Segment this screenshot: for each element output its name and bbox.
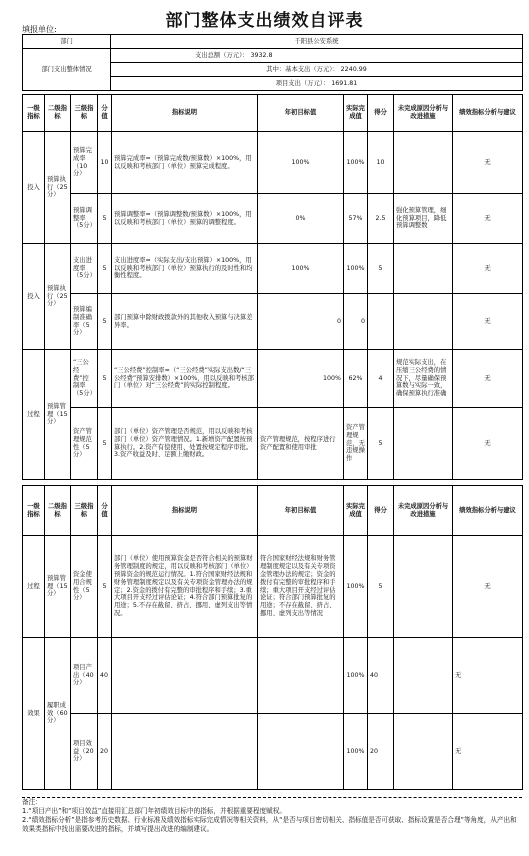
group-l1: 过程	[23, 350, 45, 480]
header-score: 分值	[98, 486, 112, 536]
header-l3: 三级指标	[71, 95, 98, 132]
table-row	[23, 408, 523, 480]
row-got: 10	[368, 132, 394, 194]
row-l3: 项目效益（20分）	[71, 714, 98, 790]
filler-label: 填报单位:	[22, 25, 57, 34]
row-l3: “三公经费”控制率（5分）	[71, 350, 98, 408]
table-row	[23, 536, 523, 638]
budget-line: 支出总额（万元）： 3932.8	[111, 49, 523, 63]
header-advice: 绩效指标分析与建议	[453, 95, 523, 132]
group-l2: 履职成效（60分）	[45, 638, 71, 790]
row-l3: 资产管理规范性（5分）	[71, 408, 98, 480]
dept-label: 部门	[23, 35, 111, 49]
row-reason: 强化预算管理，细化预算项目，降低预算调整数	[394, 194, 453, 244]
row-desc: “三公经费”控制率=（“三公经费”实际支出数/“三公经费”预算安排数）×100%，用以反映和考核部门（单位）对“三公经费”的实际控制程度。	[112, 350, 258, 408]
table-row	[23, 194, 523, 244]
row-l3: 资金使用合规性（5分）	[71, 536, 98, 638]
row-actual: 100%	[344, 132, 368, 194]
header-reason: 未完成原因分析与改进措施	[394, 486, 453, 536]
row-reason	[394, 408, 453, 480]
row-reason	[394, 132, 453, 194]
indicator-table-2	[22, 485, 523, 790]
row-got	[368, 294, 394, 350]
indicator-table-1	[22, 94, 523, 480]
row-l3: 预算编制准确率（5分）	[71, 294, 98, 350]
row-score: 5	[98, 244, 112, 294]
header-l1: 一级指标	[23, 486, 45, 536]
overview-label: 部门支出整体情况	[23, 49, 111, 91]
table-row	[23, 244, 523, 294]
row-advice: 无	[453, 714, 523, 790]
header-desc: 指标说明	[112, 486, 258, 536]
row-target	[258, 714, 344, 790]
header-desc: 指标说明	[112, 95, 258, 132]
notes	[22, 797, 522, 834]
note-1: 1.“项目产出”和“项目效益”直接用汇总部门年初绩效目标中的指标，并根据重要程度赋权。	[22, 806, 286, 815]
row-reason	[394, 714, 453, 790]
row-target: 符合国家财经法规和财务管理制度规定以及有关专项资金管理办法的规定；资金的拨付有完整的审批程序和手续；重大项目开支经过评估论证；符合部门预算批复的用途；不存在截留、挤占、挪用、虚列支出等情况	[258, 536, 344, 638]
row-advice: 无	[453, 638, 523, 714]
row-l3: 支出进度率（5分）	[71, 244, 98, 294]
row-desc: 预算调整率=（预算调整数/预算数）×100%，用以反映和考核部门（单位）预算的调整程度。	[112, 194, 258, 244]
row-got: 2.5	[368, 194, 394, 244]
header-advice: 绩效指标分析与建议	[453, 486, 523, 536]
group-l2: 预算管理（15分）	[45, 350, 71, 480]
row-reason	[394, 536, 453, 638]
row-advice: 无	[453, 244, 523, 294]
row-target: 0%	[258, 194, 344, 244]
row-advice: 无	[453, 132, 523, 194]
row-score: 5	[98, 408, 112, 480]
row-score: 5	[98, 536, 112, 638]
notes-label: 备注：	[22, 798, 42, 806]
row-advice: 无	[453, 194, 523, 244]
row-target: 0	[258, 294, 344, 350]
row-target: 100%	[258, 244, 344, 294]
row-l3: 项目产出（40分）	[71, 638, 98, 714]
header-score: 分值	[98, 95, 112, 132]
header-l2: 二级指标	[45, 486, 71, 536]
basic-line: 其中：基本支出（万元）： 2240.99	[111, 63, 523, 77]
row-score: 5	[98, 294, 112, 350]
row-reason	[394, 294, 453, 350]
row-score: 5	[98, 350, 112, 408]
header-l2: 二级指标	[45, 95, 71, 132]
row-advice: 无	[453, 350, 523, 408]
row-desc: 部门（单位）资产管理是否规范，用以反映和考核部门（单位）资产管理情况。1.新增资产配置按预算执行。2.资产有偿使用、处置按规定程序审批。3.资产收益及时、足额上缴财政。	[112, 408, 258, 480]
row-got: 5	[368, 536, 394, 638]
table-row	[23, 638, 523, 714]
group-l2: 预算执行（25分）	[45, 132, 71, 244]
header-target: 年初目标值	[258, 95, 344, 132]
header-l1: 一级指标	[23, 95, 45, 132]
row-score: 20	[98, 714, 112, 790]
row-got: 40	[368, 638, 394, 714]
row-desc: 预算完成率=（预算完成数/预算数）×100%，用以反映和考核部门（单位）预算完成程度。	[112, 132, 258, 194]
row-actual: 0	[344, 294, 368, 350]
row-score: 40	[98, 638, 112, 714]
row-actual: 100%	[344, 714, 368, 790]
row-target: 100%	[258, 350, 344, 408]
row-score: 5	[98, 194, 112, 244]
row-reason	[394, 638, 453, 714]
header-got: 得分	[368, 486, 394, 536]
header-actual: 实际完成值	[344, 95, 368, 132]
table-row	[23, 132, 523, 194]
info-table	[22, 34, 523, 91]
group-l2: 预算管理（15分）	[45, 536, 71, 638]
row-actual: 100%	[344, 638, 368, 714]
header-target: 年初目标值	[258, 486, 344, 536]
row-desc: 部门（单位）使用预算资金是否符合相关的预算财务管理制度的规定，用以反映和考核部门（单位）预算资金的规范运行情况。1.符合国家财经法规和财务管理制度规定以及有关专项资金管理办法的规定；2.资金的拨付有完整的审批程序和手续；3.重大项目开支经过评估论证；4.符合部门预算批复的用途；5.不存在截留、挤占、挪用、虚列支出等情况。	[112, 536, 258, 638]
row-got: 5	[368, 408, 394, 480]
row-target	[258, 638, 344, 714]
row-reason	[394, 244, 453, 294]
row-got: 5	[368, 244, 394, 294]
note-2: 2.“绩效指标分析”是指参考历史数据、行业标准及绩效指标实际完成情况等相关资料，从“是否与项目密切相关、指标值是否可获取、指标设置是否合理”等角度，从产出和效果类指标中找出需要改进的指标，并填写提出改进的编制建议。	[22, 815, 517, 833]
row-target: 100%	[258, 132, 344, 194]
row-actual: 100%	[344, 536, 368, 638]
table-row	[23, 350, 523, 408]
row-score: 10	[98, 132, 112, 194]
header-got: 得分	[368, 95, 394, 132]
group-l1: 效果	[23, 638, 45, 790]
row-got: 4	[368, 350, 394, 408]
row-advice: 无	[453, 536, 523, 638]
group-l1: 投入	[23, 132, 45, 244]
row-advice: 无	[453, 294, 523, 350]
page-title: 部门整体支出绩效自评表	[165, 11, 364, 31]
row-actual: 资产管理规范，无违规操作	[344, 408, 368, 480]
row-l3: 预算调整率（5分）	[71, 194, 98, 244]
dept-value: 千阳县公安系统	[111, 35, 523, 49]
row-reason: 规范实际支出，在压缩三公经费的情况下，尽量确保预算数与实际一致，确保预算执行准确	[394, 350, 453, 408]
row-actual: 57%	[344, 194, 368, 244]
row-desc: 支出进度率=（实际支出/支出预算）×100%，用以反映和考核部门（单位）预算执行的及时性和均衡性程度。	[112, 244, 258, 294]
header-l3: 三级指标	[71, 486, 98, 536]
row-desc	[112, 638, 258, 714]
row-actual: 100%	[344, 244, 368, 294]
table-row	[23, 294, 523, 350]
header-reason: 未完成原因分析与改进措施	[394, 95, 453, 132]
row-l3: 预算完成率（10分）	[71, 132, 98, 194]
group-l1: 投入	[23, 244, 45, 350]
group-l1: 过程	[23, 536, 45, 638]
group-l2: 预算执行（25分）	[45, 244, 71, 350]
table-row	[23, 714, 523, 790]
row-target: 资产管理规范，按程序进行资产配置和使用审批	[258, 408, 344, 480]
row-desc: 部门预算中除财政拨款外的其他收入预算与决算差异率。	[112, 294, 258, 350]
header-actual: 实际完成值	[344, 486, 368, 536]
project-line: 项目支出（万元）： 1691.81	[111, 77, 523, 91]
row-actual: 62%	[344, 350, 368, 408]
row-got: 20	[368, 714, 394, 790]
row-desc	[112, 714, 258, 790]
row-advice: 无	[453, 408, 523, 480]
